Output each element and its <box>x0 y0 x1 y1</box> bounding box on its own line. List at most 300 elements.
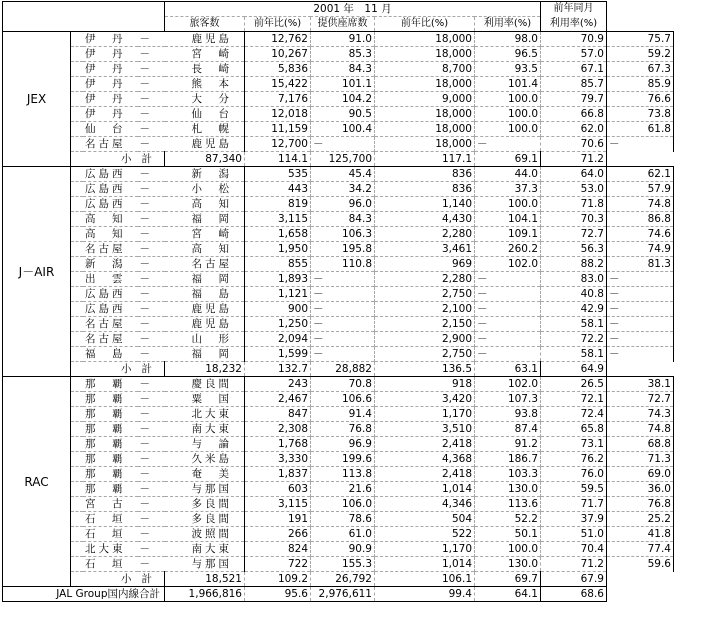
route-origin: 名古屋 <box>71 317 138 332</box>
cell-prev-load-factor: 85.9 <box>607 77 674 92</box>
cell-passengers: 2,467 <box>245 392 311 407</box>
cell-seat-ratio: 100.0 <box>475 92 541 107</box>
cell-load-factor: 72.7 <box>541 227 607 242</box>
table-row <box>3 167 674 182</box>
route-destination: 慶良間 <box>165 377 245 392</box>
cell-prev-load-factor: 59.6 <box>607 557 674 572</box>
cell-passenger-ratio: 106.0 <box>311 497 375 512</box>
subtotal-label-small: 小 <box>71 572 138 587</box>
route-origin: 那 覇 <box>71 482 138 497</box>
cell-prev-load-factor: 38.1 <box>607 377 674 392</box>
cell-seat-ratio: － <box>475 302 541 317</box>
cell-seats: 1,014 <box>375 557 475 572</box>
cell-seats: 2,418 <box>375 437 475 452</box>
table-row <box>3 77 674 92</box>
table-row <box>3 107 674 122</box>
cell-load-factor: 76.2 <box>541 452 607 467</box>
cell-load-factor: 70.3 <box>541 212 607 227</box>
cell-seats: 918 <box>375 377 475 392</box>
route-origin: 広島西 <box>71 287 138 302</box>
cell-passengers: 1,950 <box>245 242 311 257</box>
route-separator: － <box>138 77 165 92</box>
cell-passenger-ratio: 96.9 <box>311 437 375 452</box>
table-title: 2001 年 11 月 <box>165 2 541 17</box>
route-origin: 那 覇 <box>71 377 138 392</box>
route-origin: 名古屋 <box>71 332 138 347</box>
cell-passenger-ratio: 110.8 <box>311 257 375 272</box>
cell-passengers: 1,893 <box>245 272 311 287</box>
cell-passengers: 722 <box>245 557 311 572</box>
cell-passenger-ratio: 21.6 <box>311 482 375 497</box>
cell-prev-load-factor: － <box>607 347 674 362</box>
cell-load-factor: 71.7 <box>541 497 607 512</box>
cell-load-factor: 67.1 <box>541 62 607 77</box>
cell-load-factor: 72.1 <box>541 392 607 407</box>
route-destination: 南大東 <box>165 542 245 557</box>
cell-prev-load-factor: － <box>607 332 674 347</box>
cell-seat-ratio: 98.0 <box>475 32 541 47</box>
route-separator: － <box>138 407 165 422</box>
table-row <box>3 527 674 542</box>
cell-seat-ratio: 93.8 <box>475 407 541 422</box>
route-separator: － <box>138 527 165 542</box>
route-destination: 多良間 <box>165 497 245 512</box>
cell-passenger-ratio: － <box>311 302 375 317</box>
cell-seats: 2,900 <box>375 332 475 347</box>
table-row <box>3 302 674 317</box>
cell-passenger-ratio: － <box>311 287 375 302</box>
cell-passengers: 3,115 <box>245 497 311 512</box>
route-separator: － <box>138 302 165 317</box>
cell-passengers: 11,159 <box>245 122 311 137</box>
cell-load-factor: 70.4 <box>541 542 607 557</box>
cell-load-factor: 37.9 <box>541 512 607 527</box>
cell-passengers: 3,115 <box>245 212 311 227</box>
table-row <box>3 287 674 302</box>
cell-prev-load-factor: 76.8 <box>607 497 674 512</box>
cell-passengers: 855 <box>245 257 311 272</box>
route-origin: 北大東 <box>71 542 138 557</box>
route-separator: － <box>138 422 165 437</box>
cell-prev-load-factor: 76.6 <box>607 92 674 107</box>
cell-seat-ratio: 91.2 <box>475 437 541 452</box>
subtotal-prev-load-factor: 67.9 <box>541 572 607 587</box>
cell-seat-ratio: － <box>475 332 541 347</box>
cell-seats: 2,280 <box>375 227 475 242</box>
cell-seat-ratio: 186.7 <box>475 452 541 467</box>
cell-seats: 4,346 <box>375 497 475 512</box>
total-prev-load-factor: 68.6 <box>541 587 607 602</box>
table-row <box>3 392 674 407</box>
cell-seats: 3,461 <box>375 242 475 257</box>
cell-passengers: 443 <box>245 182 311 197</box>
cell-prev-load-factor: － <box>607 317 674 332</box>
subtotal-row <box>3 572 674 587</box>
cell-passengers: 191 <box>245 512 311 527</box>
subtotal-load-factor: 69.7 <box>475 572 541 587</box>
cell-passengers: 1,837 <box>245 467 311 482</box>
cell-passengers: 1,250 <box>245 317 311 332</box>
cell-load-factor: 62.0 <box>541 122 607 137</box>
route-origin: 広島西 <box>71 167 138 182</box>
cell-load-factor: 26.5 <box>541 377 607 392</box>
route-origin: 福 島 <box>71 347 138 362</box>
route-destination: 長 崎 <box>165 62 245 77</box>
cell-passenger-ratio: 91.4 <box>311 407 375 422</box>
cell-seat-ratio: 101.4 <box>475 77 541 92</box>
route-origin: 広島西 <box>71 302 138 317</box>
cell-seats: 2,750 <box>375 347 475 362</box>
subtotal-label-total: 計 <box>138 572 165 587</box>
cell-prev-load-factor: 86.8 <box>607 212 674 227</box>
cell-prev-load-factor: 62.1 <box>607 167 674 182</box>
route-separator: － <box>138 107 165 122</box>
route-origin: 新 潟 <box>71 257 138 272</box>
subtotal-seats: 26,792 <box>311 572 375 587</box>
cell-load-factor: 72.2 <box>541 332 607 347</box>
cell-passenger-ratio: 96.0 <box>311 197 375 212</box>
table-row <box>3 122 674 137</box>
cell-prev-load-factor: 61.8 <box>607 122 674 137</box>
cell-passengers: 824 <box>245 542 311 557</box>
cell-passengers: 1,599 <box>245 347 311 362</box>
route-origin: 伊 丹 <box>71 32 138 47</box>
route-destination: 南大東 <box>165 422 245 437</box>
route-destination: 山 形 <box>165 332 245 347</box>
route-separator: － <box>138 92 165 107</box>
subtotal-seat-ratio: 117.1 <box>375 152 475 167</box>
route-origin: 伊 丹 <box>71 62 138 77</box>
route-origin: 那 覇 <box>71 407 138 422</box>
table-row <box>3 92 674 107</box>
route-separator: － <box>138 47 165 62</box>
route-separator: － <box>138 467 165 482</box>
total-seats: 2,976,611 <box>311 587 375 602</box>
total-load-factor: 64.1 <box>475 587 541 602</box>
cell-seat-ratio: 103.3 <box>475 467 541 482</box>
route-destination: 奄 美 <box>165 467 245 482</box>
cell-seats: 18,000 <box>375 122 475 137</box>
cell-seats: 3,510 <box>375 422 475 437</box>
route-destination: 福 岡 <box>165 212 245 227</box>
cell-passengers: 1,768 <box>245 437 311 452</box>
cell-passenger-ratio: 155.3 <box>311 557 375 572</box>
cell-seats: 18,000 <box>375 137 475 152</box>
route-destination: 仙 台 <box>165 107 245 122</box>
route-separator: － <box>138 497 165 512</box>
table-row <box>3 377 674 392</box>
cell-passenger-ratio: － <box>311 332 375 347</box>
cell-passenger-ratio: － <box>311 137 375 152</box>
group-name: JEX <box>3 32 71 167</box>
cell-passenger-ratio: 106.6 <box>311 392 375 407</box>
cell-load-factor: 53.0 <box>541 182 607 197</box>
cell-passenger-ratio: 78.6 <box>311 512 375 527</box>
cell-seats: 9,000 <box>375 92 475 107</box>
cell-prev-load-factor: 68.8 <box>607 437 674 452</box>
cell-passenger-ratio: 199.6 <box>311 452 375 467</box>
cell-load-factor: 58.1 <box>541 347 607 362</box>
cell-prev-load-factor: 41.8 <box>607 527 674 542</box>
cell-load-factor: 65.8 <box>541 422 607 437</box>
cell-seat-ratio: － <box>475 272 541 287</box>
cell-passengers: 535 <box>245 167 311 182</box>
cell-load-factor: 70.6 <box>541 137 607 152</box>
cell-load-factor: 40.8 <box>541 287 607 302</box>
route-separator: － <box>138 227 165 242</box>
cell-passengers: 1,121 <box>245 287 311 302</box>
group-name: RAC <box>3 377 71 587</box>
cell-seats: 2,150 <box>375 317 475 332</box>
cell-passengers: 12,700 <box>245 137 311 152</box>
cell-seat-ratio: 100.0 <box>475 107 541 122</box>
grand-total-row <box>3 587 674 602</box>
cell-seats: 1,170 <box>375 407 475 422</box>
cell-prev-load-factor: 59.2 <box>607 47 674 62</box>
table-row <box>3 512 674 527</box>
table-row <box>3 347 674 362</box>
table-row <box>3 407 674 422</box>
route-destination: 名古屋 <box>165 257 245 272</box>
subtotal-passengers: 87,340 <box>165 152 245 167</box>
table-row <box>3 257 674 272</box>
route-origin: 石 垣 <box>71 527 138 542</box>
route-destination: 熊 本 <box>165 77 245 92</box>
route-origin: 宮 古 <box>71 497 138 512</box>
route-separator: － <box>138 377 165 392</box>
route-separator: － <box>138 287 165 302</box>
route-destination: 宮 崎 <box>165 47 245 62</box>
subtotal-seat-ratio: 106.1 <box>375 572 475 587</box>
cell-seats: 969 <box>375 257 475 272</box>
route-separator: － <box>138 182 165 197</box>
cell-prev-load-factor: 74.6 <box>607 227 674 242</box>
route-destination: 鹿児島 <box>165 32 245 47</box>
cell-seat-ratio: 107.3 <box>475 392 541 407</box>
cell-prev-load-factor: － <box>607 272 674 287</box>
table-row <box>3 137 674 152</box>
cell-passenger-ratio: 195.8 <box>311 242 375 257</box>
route-origin: 名古屋 <box>71 137 138 152</box>
cell-passengers: 7,176 <box>245 92 311 107</box>
cell-passenger-ratio: 45.4 <box>311 167 375 182</box>
cell-prev-load-factor: 57.9 <box>607 182 674 197</box>
route-origin: 那 覇 <box>71 452 138 467</box>
route-destination: 札 幌 <box>165 122 245 137</box>
cell-seat-ratio: 130.0 <box>475 482 541 497</box>
cell-passenger-ratio: 76.8 <box>311 422 375 437</box>
cell-prev-load-factor: 81.3 <box>607 257 674 272</box>
cell-prev-load-factor: 74.3 <box>607 407 674 422</box>
route-separator: － <box>138 137 165 152</box>
route-origin: 那 覇 <box>71 392 138 407</box>
cell-passenger-ratio: 101.1 <box>311 77 375 92</box>
cell-seats: 2,750 <box>375 287 475 302</box>
route-origin: 広島西 <box>71 182 138 197</box>
cell-seat-ratio: 100.0 <box>475 197 541 212</box>
subtotal-seat-ratio: 136.5 <box>375 362 475 377</box>
cell-seats: 3,420 <box>375 392 475 407</box>
cell-passengers: 10,267 <box>245 47 311 62</box>
route-separator: － <box>138 392 165 407</box>
route-separator: － <box>138 167 165 182</box>
cell-seat-ratio: 102.0 <box>475 257 541 272</box>
subtotal-load-factor: 69.1 <box>475 152 541 167</box>
cell-passenger-ratio: 61.0 <box>311 527 375 542</box>
cell-passengers: 5,836 <box>245 62 311 77</box>
table-row <box>3 47 674 62</box>
cell-load-factor: 59.5 <box>541 482 607 497</box>
column-header: 提供座席数 <box>311 17 375 32</box>
subtotal-passenger-ratio: 109.2 <box>245 572 311 587</box>
cell-seats: 836 <box>375 182 475 197</box>
route-destination: 小 松 <box>165 182 245 197</box>
route-origin: 那 覇 <box>71 467 138 482</box>
cell-seat-ratio: 100.0 <box>475 122 541 137</box>
route-destination: 新 潟 <box>165 167 245 182</box>
table-row <box>3 272 674 287</box>
cell-seats: 1,170 <box>375 542 475 557</box>
table-row <box>3 437 674 452</box>
route-destination: 鹿児島 <box>165 317 245 332</box>
cell-passengers: 900 <box>245 302 311 317</box>
route-origin: 伊 丹 <box>71 92 138 107</box>
table-row <box>3 197 674 212</box>
table-row <box>3 467 674 482</box>
cell-seats: 18,000 <box>375 77 475 92</box>
route-separator: － <box>138 257 165 272</box>
table-row <box>3 62 674 77</box>
cell-seats: 522 <box>375 527 475 542</box>
cell-passenger-ratio: 104.2 <box>311 92 375 107</box>
table-row <box>3 317 674 332</box>
cell-seats: 18,000 <box>375 47 475 62</box>
header-row-title <box>3 2 674 17</box>
cell-passengers: 2,308 <box>245 422 311 437</box>
route-separator: － <box>138 557 165 572</box>
cell-load-factor: 85.7 <box>541 77 607 92</box>
table-row <box>3 212 674 227</box>
cell-seats: 504 <box>375 512 475 527</box>
route-destination: 与那国 <box>165 557 245 572</box>
route-separator: － <box>138 482 165 497</box>
route-separator: － <box>138 32 165 47</box>
cell-prev-load-factor: 36.0 <box>607 482 674 497</box>
route-separator: － <box>138 437 165 452</box>
cell-seat-ratio: 87.4 <box>475 422 541 437</box>
cell-seat-ratio: 260.2 <box>475 242 541 257</box>
subtotal-label-small: 小 <box>71 362 138 377</box>
cell-passengers: 12,018 <box>245 107 311 122</box>
cell-passenger-ratio: 85.3 <box>311 47 375 62</box>
route-origin: 石 垣 <box>71 512 138 527</box>
route-separator: － <box>138 542 165 557</box>
cell-seats: 1,140 <box>375 197 475 212</box>
cell-prev-load-factor: － <box>607 287 674 302</box>
table-row <box>3 227 674 242</box>
cell-passengers: 819 <box>245 197 311 212</box>
cell-seats: 4,430 <box>375 212 475 227</box>
route-origin: 那 覇 <box>71 422 138 437</box>
subtotal-label-total: 計 <box>138 152 165 167</box>
cell-seat-ratio: － <box>475 287 541 302</box>
cell-prev-load-factor: 71.3 <box>607 452 674 467</box>
route-separator: － <box>138 62 165 77</box>
route-destination: 多良間 <box>165 512 245 527</box>
subtotal-seats: 28,882 <box>311 362 375 377</box>
route-destination: 与 論 <box>165 437 245 452</box>
table-row <box>3 332 674 347</box>
route-separator: － <box>138 242 165 257</box>
route-origin: 伊 丹 <box>71 77 138 92</box>
cell-seat-ratio: 37.3 <box>475 182 541 197</box>
route-destination: 波照間 <box>165 527 245 542</box>
route-origin: 仙 台 <box>71 122 138 137</box>
cell-passengers: 603 <box>245 482 311 497</box>
cell-seats: 8,700 <box>375 62 475 77</box>
cell-load-factor: 57.0 <box>541 47 607 62</box>
total-seat-ratio: 99.4 <box>375 587 475 602</box>
column-header: 前年比(%) <box>375 17 475 32</box>
route-origin: 名古屋 <box>71 242 138 257</box>
cell-load-factor: 58.1 <box>541 317 607 332</box>
column-header: 利用率(%) <box>475 17 541 32</box>
cell-load-factor: 71.8 <box>541 197 607 212</box>
route-separator: － <box>138 122 165 137</box>
route-separator: － <box>138 452 165 467</box>
cell-load-factor: 70.9 <box>541 32 607 47</box>
cell-seats: 2,418 <box>375 467 475 482</box>
table-row <box>3 557 674 572</box>
cell-prev-load-factor: － <box>607 137 674 152</box>
table-row <box>3 242 674 257</box>
subtotal-label-small: 小 <box>71 152 138 167</box>
cell-seat-ratio: 109.1 <box>475 227 541 242</box>
table-row <box>3 32 674 47</box>
cell-passengers: 15,422 <box>245 77 311 92</box>
route-statistics-table <box>2 1 674 602</box>
cell-prev-load-factor: 74.9 <box>607 242 674 257</box>
table-row <box>3 482 674 497</box>
table-row <box>3 422 674 437</box>
cell-passenger-ratio: 84.3 <box>311 212 375 227</box>
cell-seat-ratio: 96.5 <box>475 47 541 62</box>
cell-passenger-ratio: － <box>311 317 375 332</box>
route-destination: 鹿児島 <box>165 137 245 152</box>
route-origin: 伊 丹 <box>71 47 138 62</box>
subtotal-prev-load-factor: 71.2 <box>541 152 607 167</box>
cell-seat-ratio: － <box>475 317 541 332</box>
cell-passenger-ratio: 106.3 <box>311 227 375 242</box>
route-destination: 大 分 <box>165 92 245 107</box>
cell-seats: 1,014 <box>375 482 475 497</box>
cell-seat-ratio: 93.5 <box>475 62 541 77</box>
route-separator: － <box>138 272 165 287</box>
cell-passenger-ratio: 91.0 <box>311 32 375 47</box>
prev-year-header-bottom: 利用率(%) <box>541 17 607 32</box>
route-destination: 宮 崎 <box>165 227 245 242</box>
cell-load-factor: 71.2 <box>541 557 607 572</box>
cell-passenger-ratio: 100.4 <box>311 122 375 137</box>
route-separator: － <box>138 512 165 527</box>
column-header: 旅客数 <box>165 17 245 32</box>
route-destination: 高 知 <box>165 242 245 257</box>
cell-seat-ratio: 52.2 <box>475 512 541 527</box>
route-separator: － <box>138 212 165 227</box>
route-origin: 伊 丹 <box>71 107 138 122</box>
cell-passenger-ratio: － <box>311 272 375 287</box>
cell-load-factor: 73.1 <box>541 437 607 452</box>
